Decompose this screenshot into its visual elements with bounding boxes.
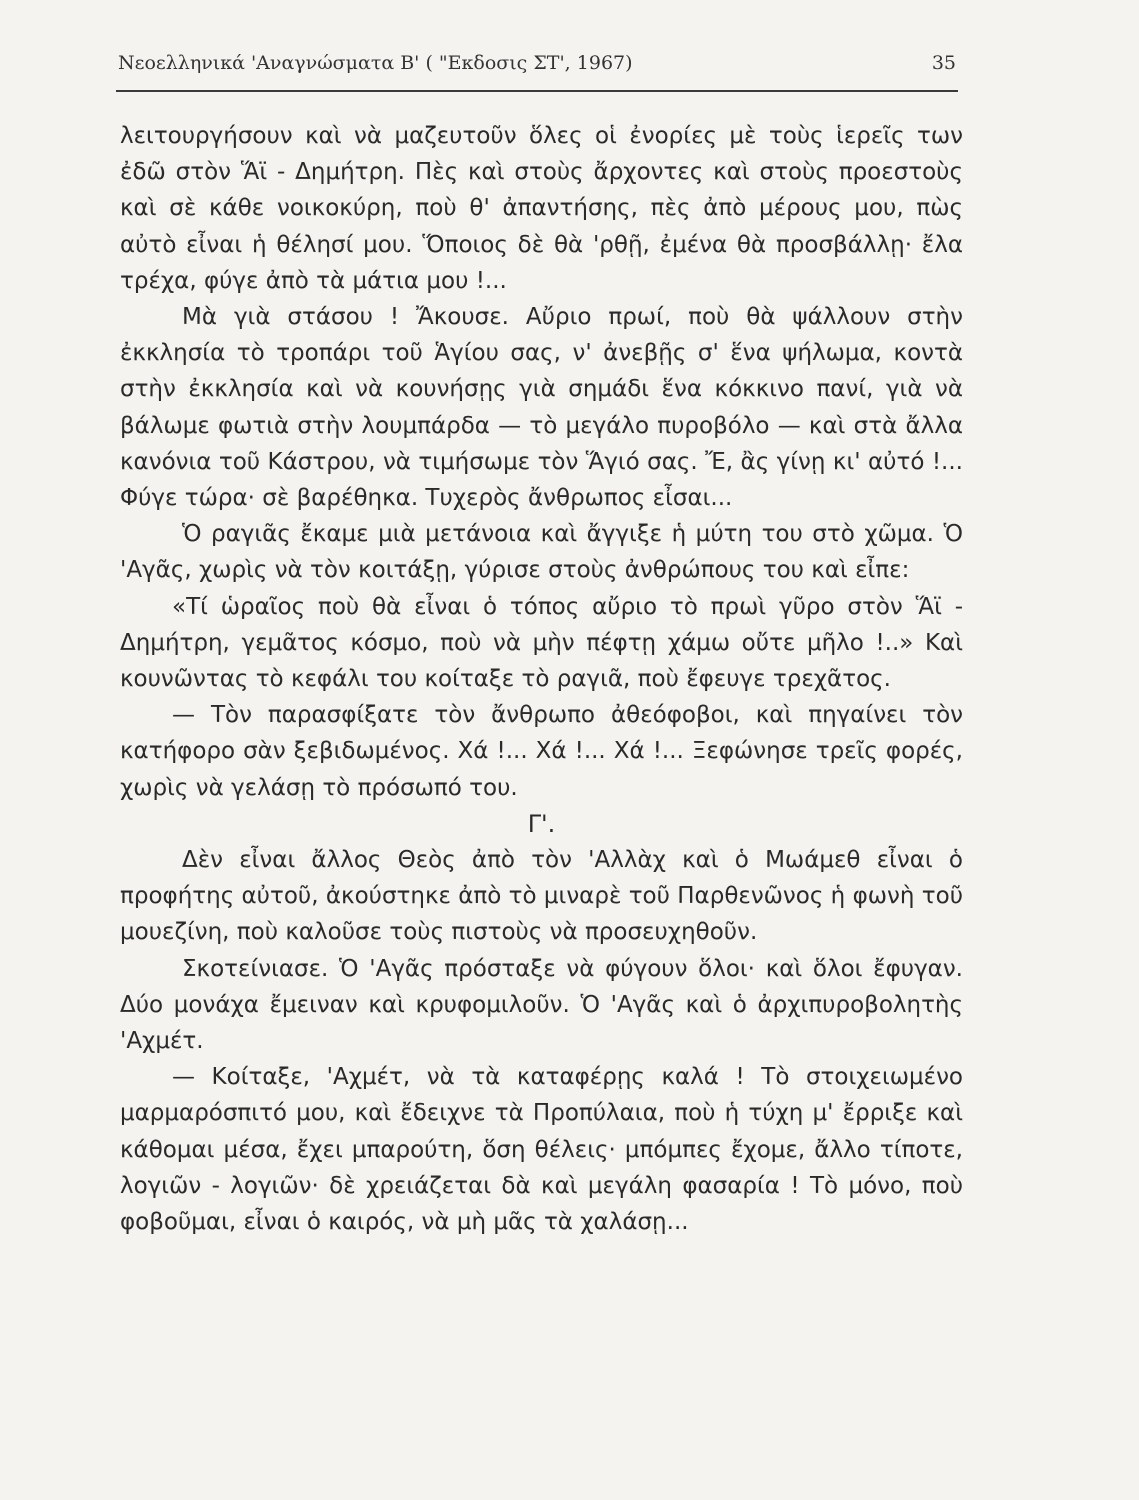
paragraph: λειτουργήσουν καὶ νὰ μαζευτοῦν ὅλες οἱ ἐνορίες μὲ τοὺς ἱερεῖς των ἐδῶ στὸν Ἅϊ - Δημήτρη. Πὲς καὶ στοὺς ἄρχοντες καὶ στοὺς προεστοὺς καὶ σὲ κάθε νοικοκύρη, ποὺ θ' ἀπαντήσης, πὲς ἀπὸ μέρους μου, πὼς αὐτὸ εἶναι ἡ θέλησί μου. Ὅποιος δὲ θὰ 'ρθῇ, ἐμένα θὰ προσβάλλῃ· ἔλα τρέχα, φύγε ἀπὸ τὰ μάτια μου !... (120, 123, 963, 294)
paragraph: «Τί ὡραῖος ποὺ θὰ εἶναι ὁ τόπος αὔριο τὸ πρωὶ γῦρο στὸν Ἅϊ - Δημήτρη, γεμᾶτος κόσμο, ποὺ νὰ μὴν πέφτῃ χάμω οὔτε μῆλο !..» Καὶ κουνῶντας τὸ κεφάλι του κοίταξε τὸ ραγιᾶ, ποὺ ἔφευγε τρεχᾶτος. (120, 593, 963, 693)
paragraph: — Κοίταξε, 'Αχμέτ, νὰ τὰ καταφέρῃς καλά ! Τὸ στοιχειωμένο μαρμαρόσπιτό μου, καὶ ἔδειχνε τὰ Προπύλαια, ποὺ ἡ τύχη μ' ἔρριξε καὶ κάθομαι μέσα, ἔχει μπαρούτη, ὅση θέλεις· μπόμπες ἔχομε, ἄλλο τίποτε, λογιῶν - λογιῶν· δὲ χρειάζεται δὰ καὶ μεγάλη φασαρία ! Τὸ μόνο, ποὺ φοβοῦμαι, εἶναι ὁ καιρός, νὰ μὴ μᾶς τὰ χαλάσῃ... (120, 1064, 963, 1236)
running-title: Νεοελληνικά 'Αναγνώσματα Β' ( "Εκδοσις ΣΤ', 1967) (118, 52, 633, 74)
page-header (118, 52, 956, 74)
paragraph: Δὲν εἶναι ἄλλος Θεὸς ἀπὸ τὸν 'Αλλὰχ καὶ ὁ Μωάμεθ εἶναι ὁ προφήτης αὐτοῦ, ἀκούστηκε ἀπὸ τὸ μιναρὲ τοῦ Παρθενῶνος ἡ φωνὴ τοῦ μουεζίνη, ποὺ καλοῦσε τοὺς πιστοὺς νὰ προσευχηθοῦν. (120, 847, 963, 946)
section-heading: Γ'. (527, 809, 556, 838)
paragraph: — Τὸν παρασφίξατε τὸν ἄνθρωπο ἀθεόφοβοι, καὶ πηγαίνει τὸν κατήφορο σὰν ξεβιδωμένος. Χά !... Χά !... Χά !... Ξεφώνησε τρεῖς φορές, χωρὶς νὰ γελάσῃ τὸ πρόσωπό του. (120, 702, 963, 801)
paragraph: Σκοτείνιασε. Ὁ 'Αγᾶς πρόσταξε νὰ φύγουν ὅλοι· καὶ ὅλοι ἔφυγαν. Δύο μονάχα ἔμειναν καὶ κρυφομιλοῦν. Ὁ 'Αγᾶς καὶ ὁ ἀρχιπυροβολητὴς 'Αχμέτ. (120, 955, 963, 1055)
body-text (120, 118, 963, 1240)
header-rule (116, 90, 958, 92)
paragraph: Μὰ γιὰ στάσου ! Ἄκουσε. Αὔριο πρωί, ποὺ θὰ ψάλλουν στὴν ἐκκλησία τὸ τροπάρι τοῦ Ἁγίου σας, ν' ἀνεβῇς σ' ἕνα ψήλωμα, κοντὰ στὴν ἐκκλησία καὶ νὰ κουνήσῃς γιὰ σημάδι ἕνα κόκκινο πανί, γιὰ νὰ βάλωμε φωτιὰ στὴν λουμπάρδα — τὸ μεγάλο πυροβόλο — καὶ στὰ ἄλλα κανόνια τοῦ Κάστρου, νὰ τιμήσωμε τὸν Ἅγιό σας. Ἔ, ἂς γίνῃ κι' αὐτό !... Φύγε τώρα· σὲ βαρέθηκα. Τυχερὸς ἄνθρωπος εἶσαι... (120, 304, 963, 512)
page-number: 35 (931, 52, 956, 74)
paragraph: Ὁ ραγιᾶς ἔκαμε μιὰ μετάνοια καὶ ἄγγιξε ἡ μύτη του στὸ χῶμα. Ὁ 'Αγᾶς, χωρὶς νὰ τὸν κοιτάξῃ, γύρισε στοὺς ἀνθρώπους του καὶ εἶπε: (120, 521, 963, 584)
